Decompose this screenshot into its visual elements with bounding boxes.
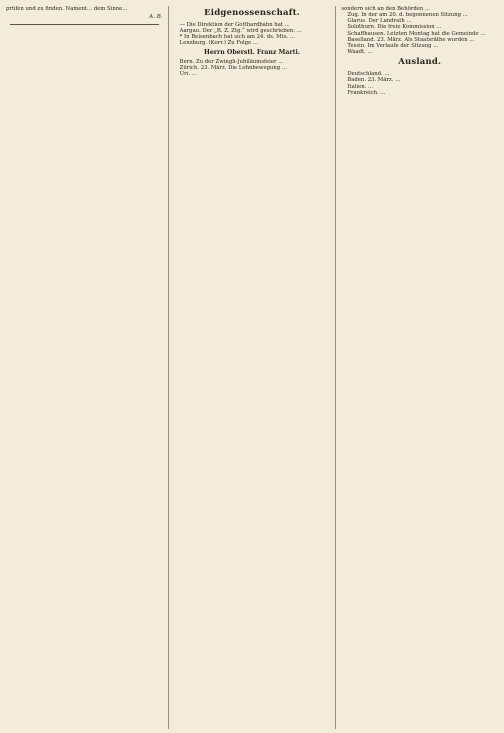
article-paragraph: * In Reisenbach hat sich am 24. ds. Mts. ... [179,34,295,41]
article-paragraph: Italien. ... [347,83,374,90]
column-left [6,6,163,729]
article-paragraph: Uri. ... [179,70,197,77]
article-paragraph: prüfen und zu finden. Nament... dem Sinne... [6,6,128,12]
article-paragraph: sondern sich an den Behörden ... [341,6,430,12]
article-paragraph: Waadt. ... [347,49,373,56]
article-paragraph: Deutschland. ... [347,71,390,78]
article-paragraph: Solothurn. Die freie Kommission ... [347,24,442,31]
obituary-heading: Herrn Oberstl. Franz Marti. [203,48,301,56]
article-signature: A. B. [149,14,163,21]
article-paragraph: Tessin. Im Verlaufe der Sitzung ... [347,42,439,49]
article-paragraph: Zürich. 23. März. Die Lohnbewegung ... [179,64,287,71]
article-paragraph: Aargau. Der „R. Z. Ztg.“ wird geschrieben: ... [179,28,302,35]
article-paragraph: Baselland. 23. März. Als Staatsräthe wurden ... [347,36,475,43]
columns [6,6,498,729]
section-heading-ausland: Ausland. [398,57,442,68]
column-end-rule [10,24,159,25]
column-divider [335,6,336,729]
article-paragraph: Frankreich. ... [347,89,386,96]
article-paragraph: Bern. Zu der Zwingli-Jubiläumsfeier ... [179,58,284,65]
section-heading-eidgenossenschaft: Eidgenossenschaft. [204,8,300,18]
article-paragraph: Zug. In der am 20. d. begonnenen Sitzung ... [347,12,468,19]
article-paragraph: Lenzburg. (Korr.) Zu Folge ... [179,40,258,47]
article-paragraph: Baden. 23. März. ... [347,77,401,84]
article-paragraph: — Die Direktion der Gotthardbahn hat ... [179,22,290,28]
column-middle [174,6,331,729]
column-right [341,6,498,729]
column-divider [168,6,169,729]
article-paragraph: Schaffhausen. Letzten Montag hat die Gemeinde ... [347,30,486,37]
article-paragraph: Glarus. Der Landrath ... [347,18,412,25]
